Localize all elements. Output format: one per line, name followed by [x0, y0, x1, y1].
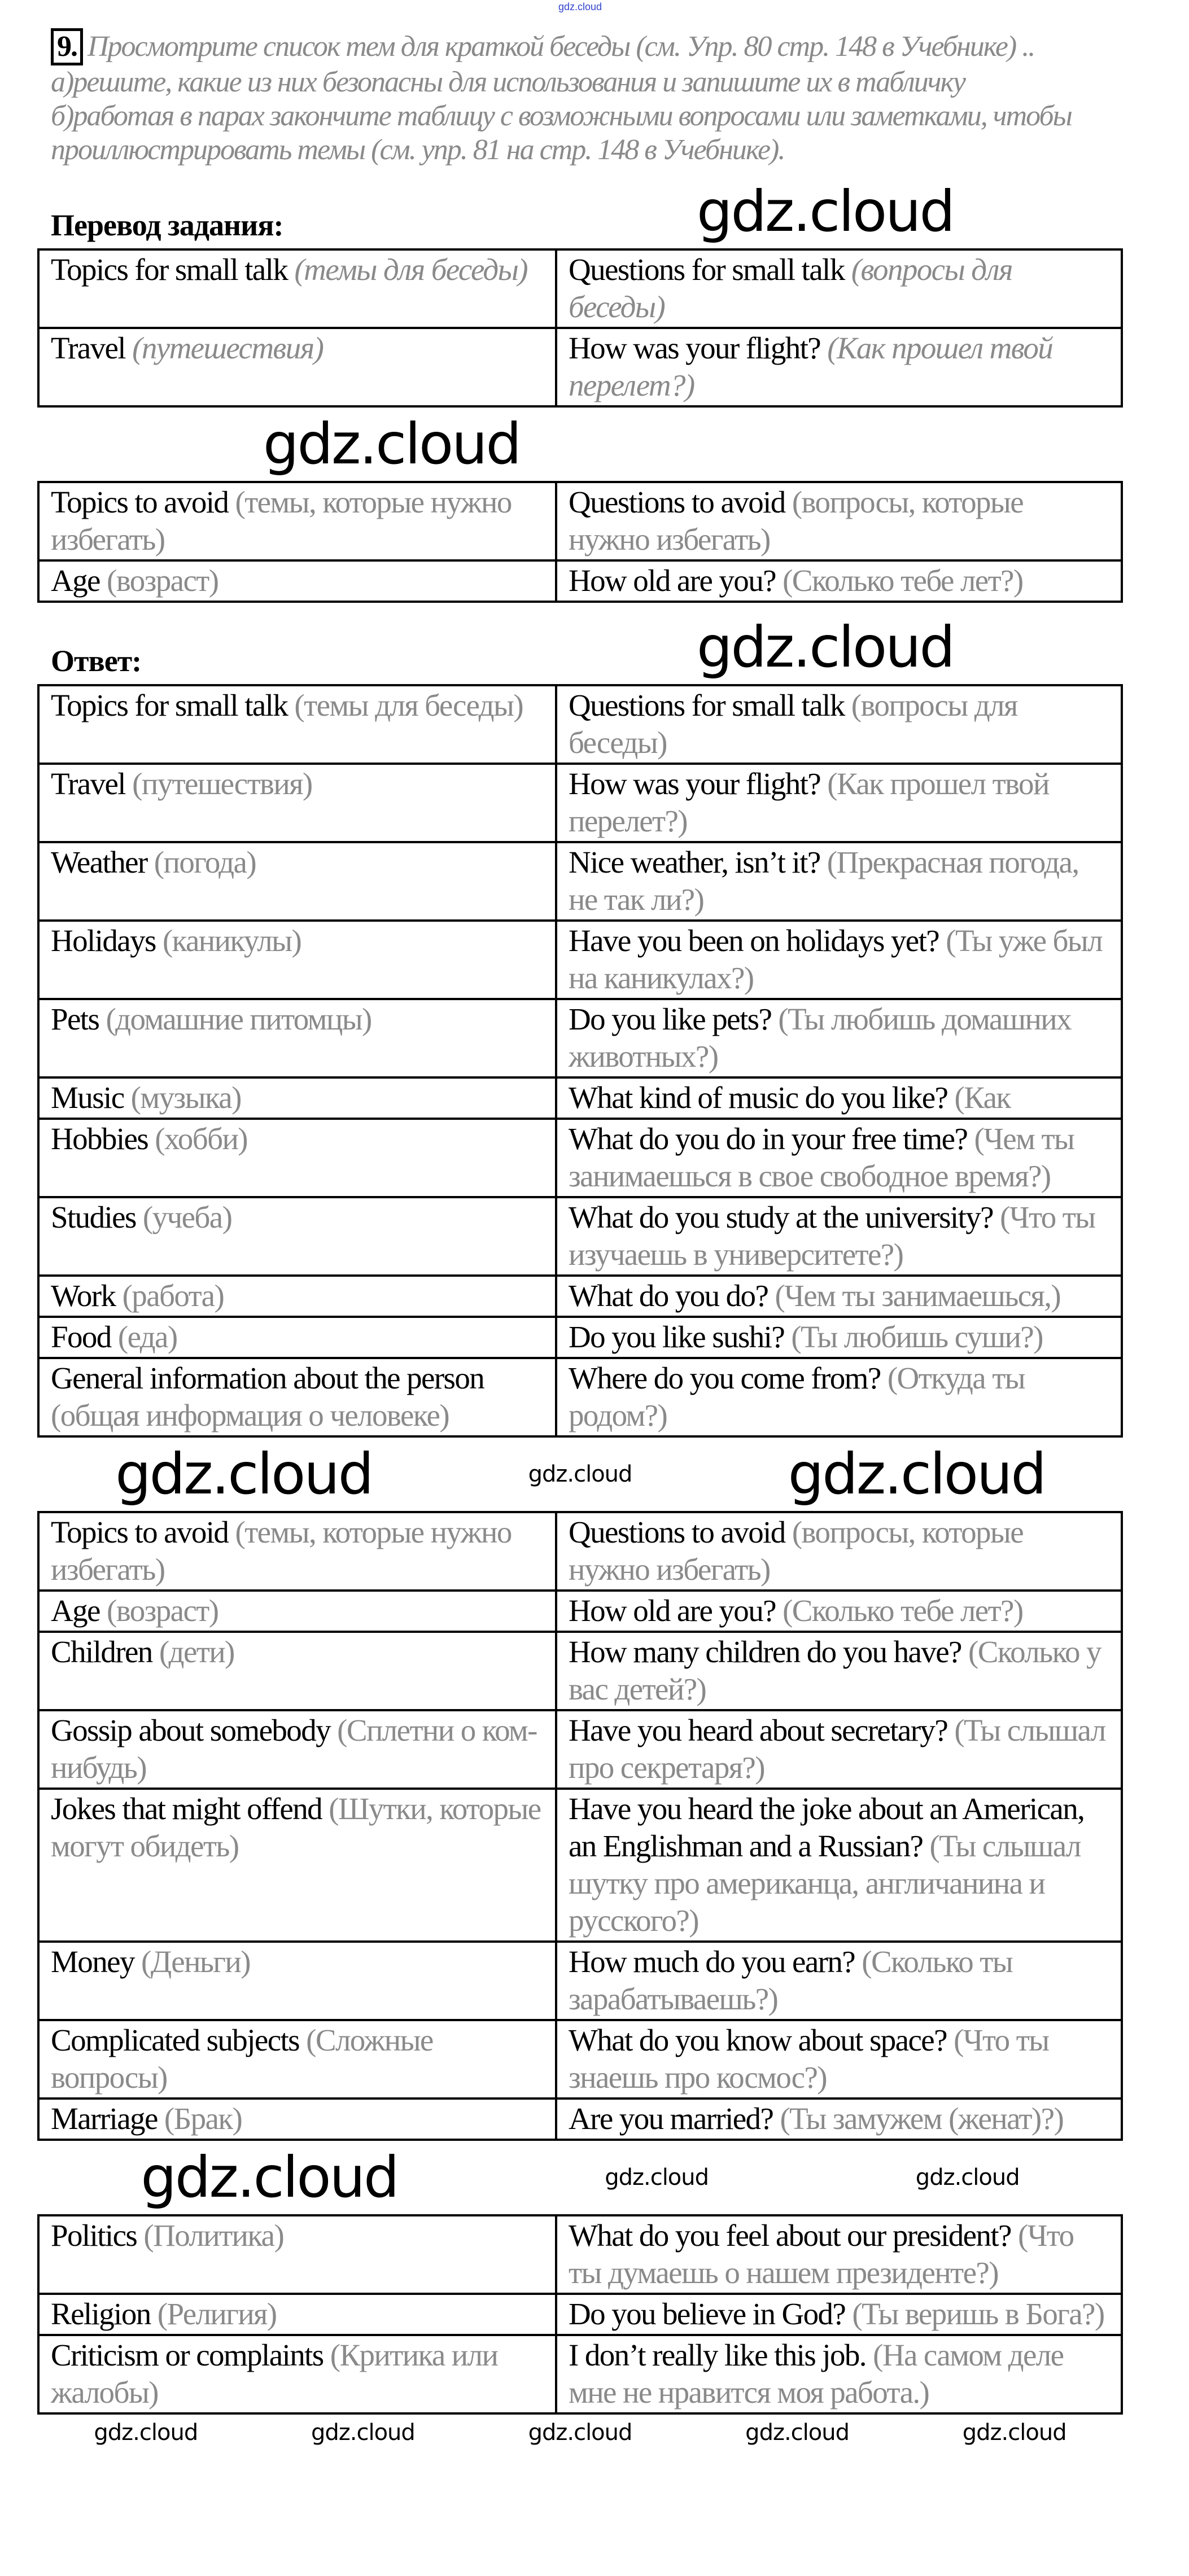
english-text: What do you do in your free time?: [569, 1121, 968, 1156]
english-text: Topics for small talk: [51, 252, 288, 287]
table-row: [38, 2020, 1122, 2099]
topic-cell: [38, 328, 556, 406]
question-cell: [556, 1197, 1122, 1276]
english-text: Have you heard the joke about an American, an Englishman and a Russian?: [569, 1791, 1085, 1863]
topic-cell: [38, 764, 556, 842]
watermark-row: [37, 413, 1123, 475]
answer-avoid-table-continued: [37, 2214, 1123, 2415]
question-cell: [556, 560, 1122, 602]
english-text: Questions for small talk: [569, 252, 845, 287]
russian-translation: (возраст): [107, 1593, 218, 1628]
english-text: Gossip about somebody: [51, 1713, 330, 1747]
russian-translation: (темы для беседы): [294, 688, 523, 722]
english-text: Studies: [51, 1200, 136, 1234]
table-row: [38, 1276, 1122, 1317]
question-cell: [556, 2335, 1122, 2413]
english-text: Questions to avoid: [569, 485, 785, 519]
russian-translation: (Брак): [164, 2101, 242, 2136]
question-cell: [556, 1512, 1122, 1591]
russian-translation: (Ты слышал шутку про американца, англичанина и русского?): [569, 1829, 1081, 1938]
english-text: How was your flight?: [569, 331, 821, 365]
task-line: проиллюстрировать темы (см. упр. 81 на стр. 148 в Учебнике).: [51, 134, 785, 166]
watermark: gdz.cloud: [263, 411, 521, 477]
topic-cell: [38, 1512, 556, 1591]
russian-translation: (Религия): [157, 2297, 277, 2331]
english-text: Topics to avoid: [51, 1515, 229, 1549]
table-row: [38, 921, 1122, 999]
translation-heading: Перевод задания:: [51, 208, 283, 242]
table-row: [38, 1077, 1122, 1119]
russian-translation: (Как прошел твой перелет?): [569, 766, 1049, 838]
english-text: Have you heard about secretary?: [569, 1713, 948, 1747]
table-row: [38, 560, 1122, 602]
english-text: How old are you?: [569, 1593, 776, 1628]
watermark: gdz.cloud: [915, 2165, 1020, 2191]
russian-translation: (путешествия): [132, 766, 312, 801]
table-row: [38, 1632, 1122, 1710]
english-text: What do you do?: [569, 1278, 768, 1313]
table-row: [38, 328, 1122, 406]
watermark-row: [37, 2420, 1123, 2445]
topic-cell: [38, 685, 556, 764]
question-cell: [556, 1119, 1122, 1197]
english-text: Politics: [51, 2218, 137, 2253]
watermark: gdz.cloud: [962, 2420, 1066, 2446]
topic-cell: [38, 1119, 556, 1197]
russian-translation: (Сколько ты зарабатываешь?): [569, 1944, 1013, 2016]
topic-cell: [38, 1710, 556, 1789]
english-text: Holidays: [51, 923, 156, 958]
question-cell: [556, 842, 1122, 921]
table-row: [38, 1317, 1122, 1358]
watermark: gdz.cloud: [745, 2420, 849, 2446]
question-cell: [556, 764, 1122, 842]
translation-small-talk-table: [37, 248, 1123, 408]
topic-cell: [38, 1942, 556, 2020]
topic-cell: [38, 1632, 556, 1710]
answer-avoid-table: [37, 1511, 1123, 2141]
russian-translation: (вопросы для беседы): [569, 688, 1017, 760]
russian-translation: (домашние питомцы): [106, 1002, 371, 1036]
russian-translation: (Сколько тебе лет?): [783, 1593, 1023, 1628]
english-text: Criticism or complaints: [51, 2338, 324, 2372]
watermark: gdz.cloud: [696, 178, 954, 244]
question-cell: [556, 2020, 1122, 2099]
russian-translation: (Что ты изучаешь в университете?): [569, 1200, 1095, 1272]
english-text: Money: [51, 1944, 134, 1979]
english-text: What do you feel about our president?: [569, 2218, 1011, 2253]
table-row: [38, 764, 1122, 842]
watermark: gdz.cloud: [115, 1441, 373, 1507]
english-text: Age: [51, 563, 100, 598]
task-line: а)решите, какие из них безопасны для использования и запишите их в табличку: [51, 66, 965, 98]
russian-translation: (возраст): [107, 563, 218, 598]
russian-translation: (общая информация о человеке): [51, 1398, 449, 1432]
english-text: Jokes that might offend: [51, 1791, 322, 1826]
question-cell: [556, 1276, 1122, 1317]
table-header-row: [38, 1512, 1122, 1591]
top-watermark: gdz.cloud: [558, 1, 602, 12]
task-line: Просмотрите список тем для краткой беседы (см. Упр. 80 стр. 148 в Учебнике) ..: [88, 30, 1035, 63]
question-cell: [556, 1942, 1122, 2020]
english-text: Have you been on holidays yet?: [569, 923, 939, 958]
english-text: Complicated subjects: [51, 2023, 299, 2057]
table-row: [38, 1197, 1122, 1276]
russian-translation: (Критика или жалобы): [51, 2338, 498, 2409]
russian-translation: (Что ты знаешь про космос?): [569, 2023, 1049, 2095]
translation-avoid-table: [37, 481, 1123, 603]
russian-translation: (Ты замужем (женат)?): [780, 2101, 1064, 2136]
english-text: Age: [51, 1593, 100, 1628]
english-text: Questions to avoid: [569, 1515, 785, 1549]
question-cell: [556, 999, 1122, 1077]
topic-cell: [38, 1789, 556, 1942]
english-text: Are you married?: [569, 2101, 773, 2136]
russian-translation: (Чем ты занимаешься в свое свободное время?): [569, 1121, 1074, 1193]
topic-cell: [38, 1591, 556, 1632]
watermark: gdz.cloud: [528, 1461, 632, 1487]
question-cell: [556, 1789, 1122, 1942]
topic-cell: [38, 2099, 556, 2140]
english-text: Hobbies: [51, 1121, 148, 1156]
russian-translation: (Политика): [143, 2218, 284, 2253]
russian-translation: (Чем ты занимаешься,): [775, 1278, 1061, 1313]
english-text: I don’t really like this job.: [569, 2338, 866, 2372]
watermark: gdz.cloud: [696, 614, 954, 680]
russian-translation: (вопросы, которые нужно избегать): [569, 1515, 1024, 1587]
russian-translation: (темы, которые нужно избегать): [51, 485, 512, 557]
topic-cell: [38, 1077, 556, 1119]
table-row: [38, 2099, 1122, 2140]
english-text: Food: [51, 1320, 111, 1354]
russian-translation: (вопросы, которые нужно избегать): [569, 485, 1024, 557]
russian-translation: (Сложные вопросы): [51, 2023, 433, 2095]
question-cell: [556, 249, 1122, 328]
russian-translation: (музыка): [130, 1080, 241, 1115]
english-text: Where do you come from?: [569, 1361, 881, 1395]
english-text: Do you like sushi?: [569, 1320, 785, 1354]
russian-translation: (еда): [117, 1320, 177, 1354]
watermark-row: [37, 1443, 1123, 1505]
topic-cell: [38, 482, 556, 560]
russian-translation: (Деньги): [141, 1944, 250, 1979]
table-row: [38, 1942, 1122, 2020]
russian-translation: (На самом деле мне не нравится моя работа.): [569, 2338, 1064, 2409]
table-header-row: [38, 249, 1122, 328]
russian-translation: (Как прошел твой перелет?): [569, 331, 1053, 402]
russian-translation: (работа): [122, 1278, 224, 1313]
russian-translation: (Ты слышал про секретаря?): [569, 1713, 1105, 1785]
table-header-row: [38, 482, 1122, 560]
table-row: [38, 999, 1122, 1077]
question-cell: [556, 1358, 1122, 1436]
english-text: Religion: [51, 2297, 151, 2331]
topic-cell: [38, 1276, 556, 1317]
topic-cell: [38, 2335, 556, 2413]
russian-translation: (Откуда ты родом?): [569, 1361, 1025, 1432]
english-text: Work: [51, 1278, 116, 1313]
topic-cell: [38, 999, 556, 1077]
russian-translation: (Ты веришь в Бога?): [852, 2297, 1104, 2331]
table-row: [38, 1358, 1122, 1436]
question-cell: [556, 2099, 1122, 2140]
task-number: 9.: [51, 28, 83, 65]
russian-translation: (Как: [954, 1080, 1011, 1115]
task-line: б)работая в парах закончите таблицу с возможными вопросами или заметками, чтобы: [51, 100, 1072, 132]
question-cell: [556, 1710, 1122, 1789]
question-cell: [556, 2215, 1122, 2294]
watermark: gdz.cloud: [94, 2420, 198, 2446]
russian-translation: (учеба): [142, 1200, 232, 1234]
english-text: What do you know about space?: [569, 2023, 947, 2057]
table-row: [38, 2294, 1122, 2335]
question-cell: [556, 328, 1122, 406]
topic-cell: [38, 921, 556, 999]
topic-cell: [38, 1317, 556, 1358]
topic-cell: [38, 560, 556, 602]
english-text: Weather: [51, 845, 147, 879]
english-text: Travel: [51, 766, 125, 801]
table-header-row: [38, 685, 1122, 764]
english-text: Topics for small talk: [51, 688, 288, 722]
topic-cell: [38, 249, 556, 328]
answer-heading: Ответ:: [51, 644, 142, 678]
russian-translation: (темы для беседы): [294, 252, 527, 287]
topic-cell: [38, 2020, 556, 2099]
question-cell: [556, 921, 1122, 999]
russian-translation: (темы, которые нужно избегать): [51, 1515, 512, 1587]
table-row: [38, 1789, 1122, 1942]
english-text: Music: [51, 1080, 124, 1115]
english-text: Do you like pets?: [569, 1002, 772, 1036]
table-row: [38, 1119, 1122, 1197]
topic-cell: [38, 842, 556, 921]
english-text: Pets: [51, 1002, 99, 1036]
russian-translation: (путешествия): [132, 331, 324, 365]
topic-cell: [38, 2294, 556, 2335]
answer-small-talk-table: [37, 684, 1123, 1438]
english-text: Nice weather, isn’t it?: [569, 845, 820, 879]
russian-translation: (погода): [154, 845, 256, 879]
question-cell: [556, 1632, 1122, 1710]
english-text: How was your flight?: [569, 766, 821, 801]
english-text: Topics to avoid: [51, 485, 229, 519]
english-text: What kind of music do you like?: [569, 1080, 948, 1115]
watermark: gdz.cloud: [605, 2165, 709, 2191]
question-cell: [556, 685, 1122, 764]
task-text: [51, 28, 1123, 167]
question-cell: [556, 1317, 1122, 1358]
english-text: Do you believe in God?: [569, 2297, 846, 2331]
watermark: gdz.cloud: [788, 1441, 1045, 1507]
question-cell: [556, 1591, 1122, 1632]
english-text: How old are you?: [569, 563, 776, 598]
english-text: How many children do you have?: [569, 1635, 961, 1669]
table-row: [38, 1591, 1122, 1632]
answer-heading-row: [37, 616, 1123, 678]
watermark: gdz.cloud: [528, 2420, 632, 2446]
watermark-row: [37, 2146, 1123, 2209]
russian-translation: (Что ты думаешь о нашем президенте?): [569, 2218, 1074, 2290]
watermark: gdz.cloud: [311, 2420, 415, 2446]
russian-translation: (вопросы для беседы): [569, 252, 1012, 324]
table-row: [38, 2335, 1122, 2413]
russian-translation: (хобби): [155, 1121, 248, 1156]
russian-translation: (Сплетни о ком-нибудь): [51, 1713, 537, 1785]
question-cell: [556, 482, 1122, 560]
english-text: Marriage: [51, 2101, 158, 2136]
table-row: [38, 1710, 1122, 1789]
russian-translation: (дети): [159, 1635, 234, 1669]
topic-cell: [38, 1197, 556, 1276]
english-text: Children: [51, 1635, 152, 1669]
russian-translation: (Ты уже был на каникулах?): [569, 923, 1103, 995]
russian-translation: (Ты любишь домашних животных?): [569, 1002, 1072, 1074]
russian-translation: (Сколько у вас детей?): [569, 1635, 1101, 1706]
english-text: How much do you earn?: [569, 1944, 855, 1979]
question-cell: [556, 1077, 1122, 1119]
russian-translation: (Ты любишь суши?): [791, 1320, 1043, 1354]
watermark: gdz.cloud: [141, 2144, 398, 2210]
table-row: [38, 842, 1122, 921]
english-text: Questions for small talk: [569, 688, 845, 722]
russian-translation: (Прекрасная погода, не так ли?): [569, 845, 1079, 917]
russian-translation: (каникулы): [162, 923, 301, 958]
translation-heading-row: [37, 178, 1123, 244]
english-text: Travel: [51, 331, 125, 365]
topic-cell: [38, 1358, 556, 1436]
russian-translation: (Шутки, которые могут обидеть): [51, 1791, 541, 1863]
english-text: General information about the person: [51, 1361, 484, 1395]
russian-translation: (Сколько тебе лет?): [783, 563, 1023, 598]
question-cell: [556, 2294, 1122, 2335]
topic-cell: [38, 2215, 556, 2294]
english-text: What do you study at the university?: [569, 1200, 993, 1234]
table-row: [38, 2215, 1122, 2294]
